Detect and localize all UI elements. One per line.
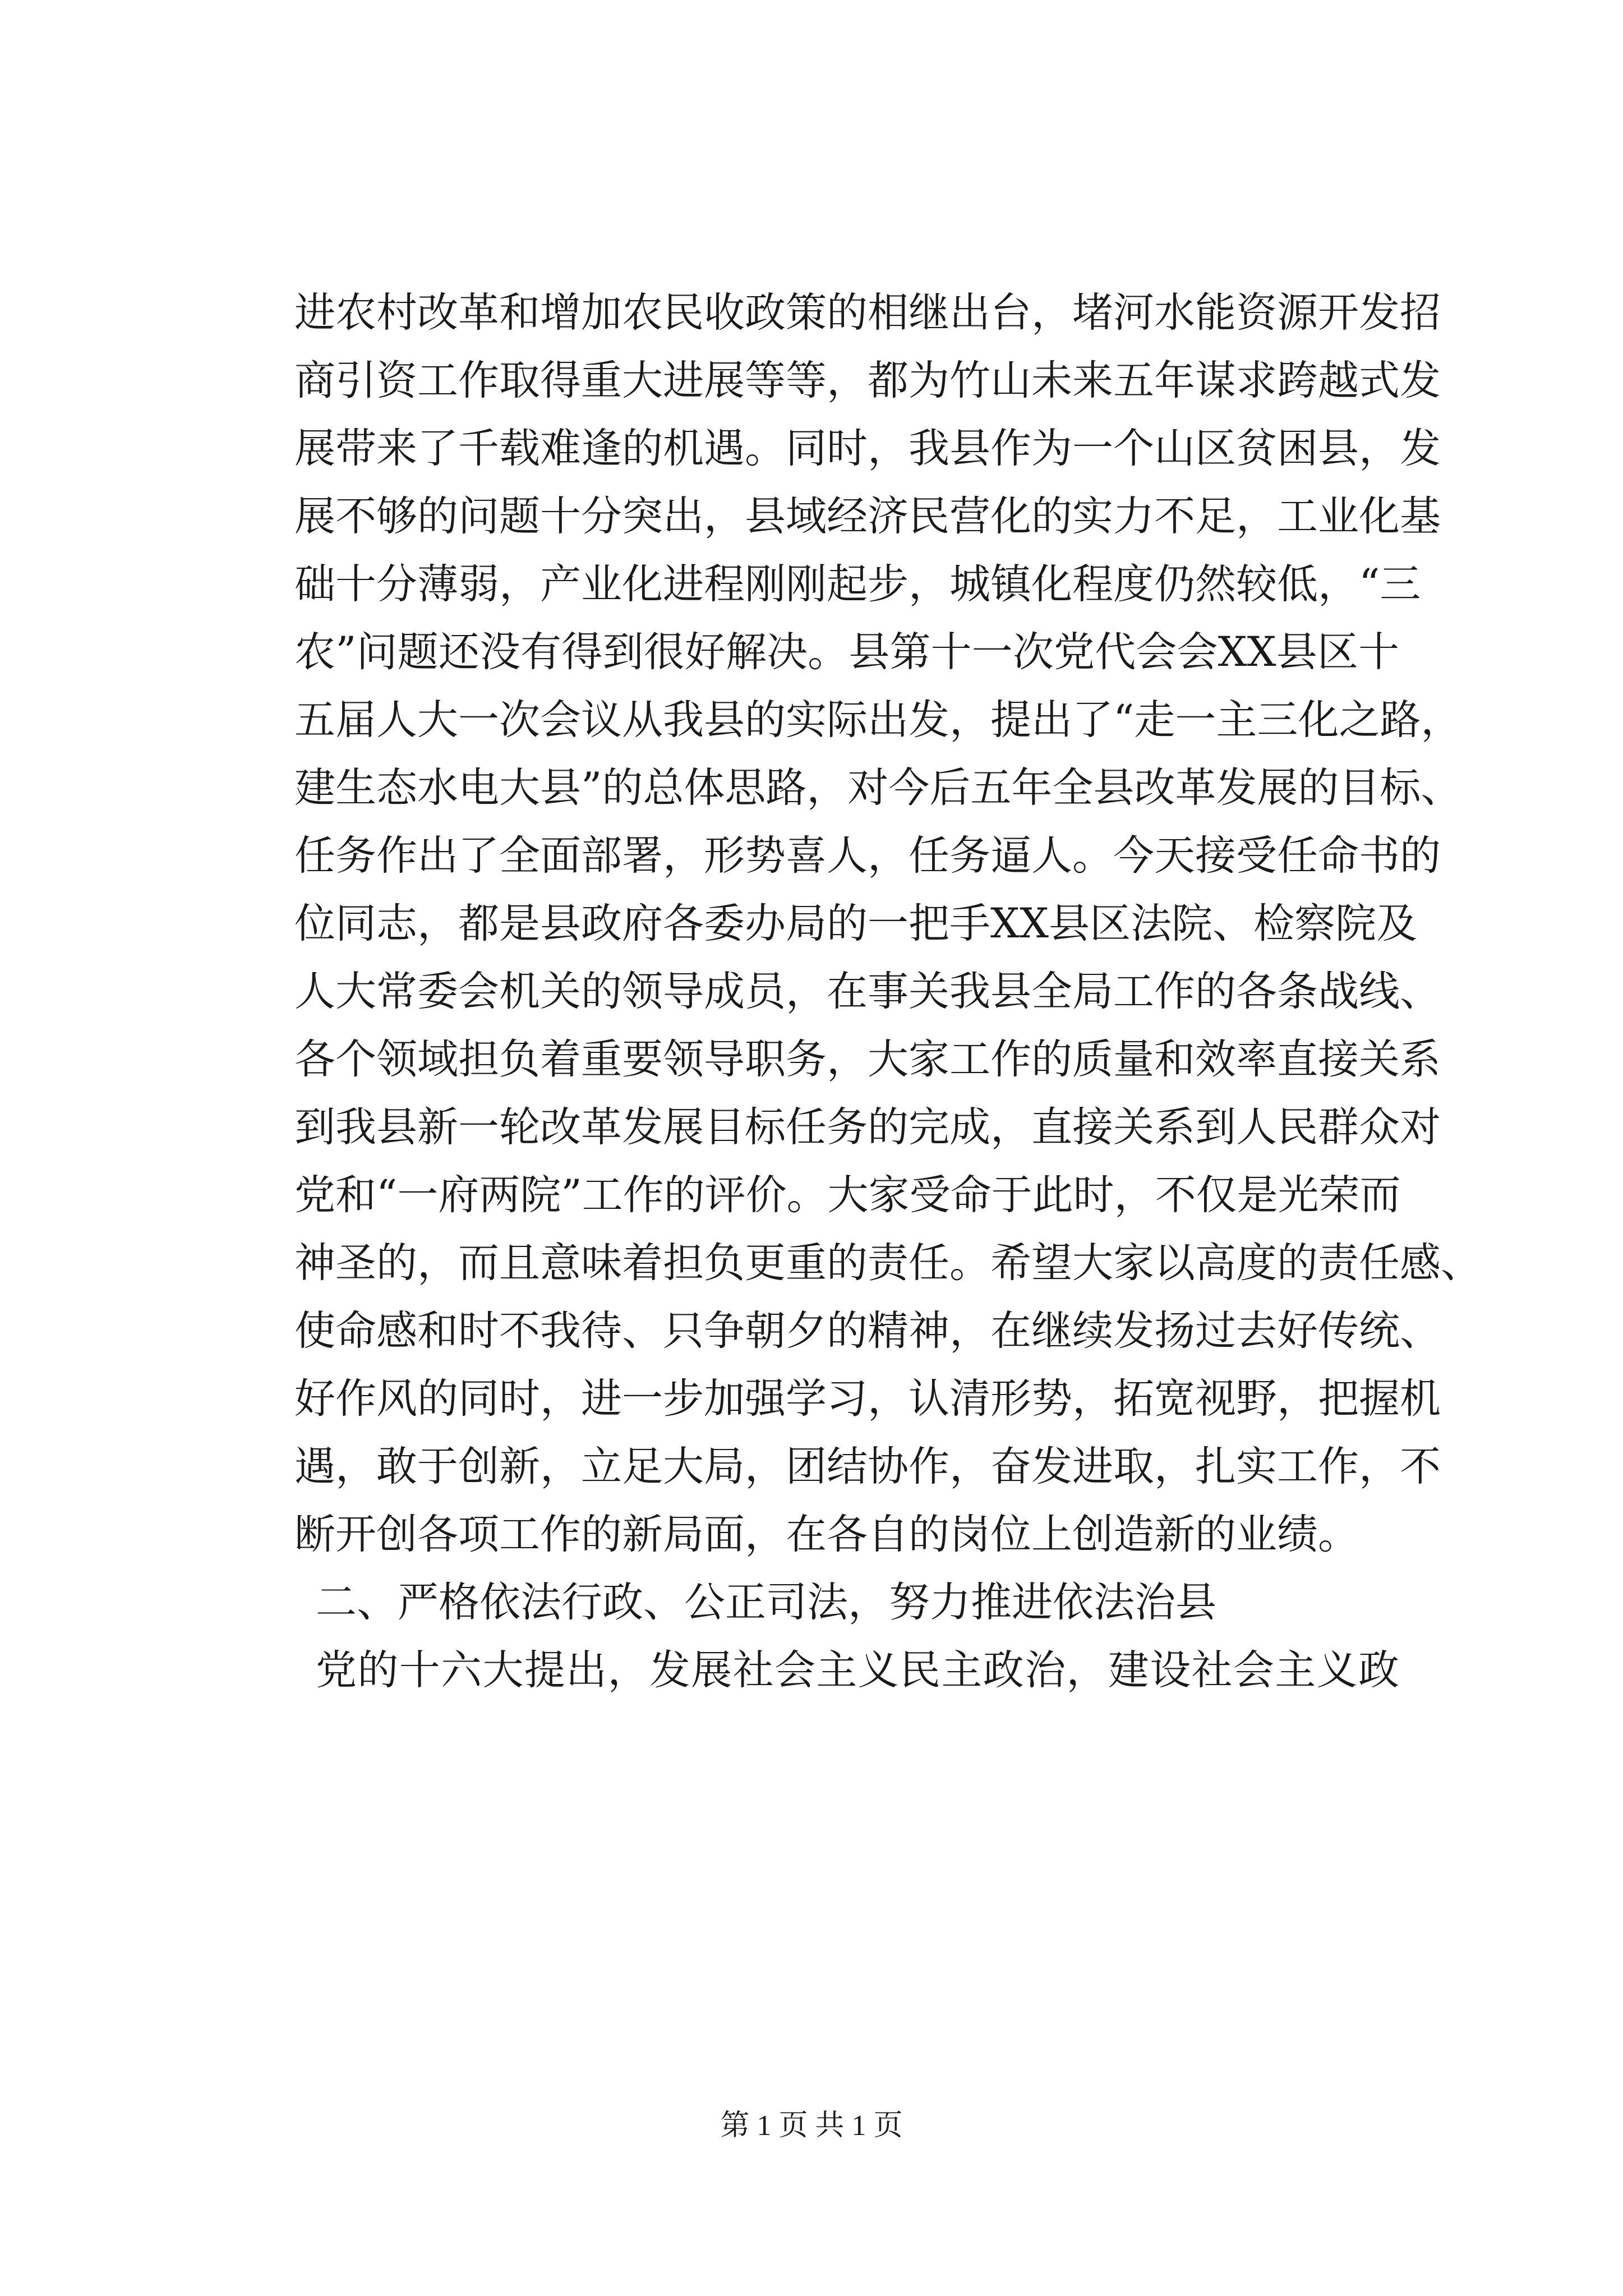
paragraph-line: 断开创各项工作的新局面，在各自的岗位上创造新的业绩。 [294,1511,1359,1558]
paragraph-line: 五届人大一次会议从我县的实际出发，提出了“走一主三化之路， [294,696,1462,744]
paragraph-line: 党和“一府两院”工作的评价。大家受命于此时，不仅是光荣而 [294,1171,1401,1219]
paragraph-line: 展不够的问题十分突出，县域经济民营化的实力不足，工业化基 [294,493,1441,540]
paragraph-line: 商引资工作取得重大进展等等，都为竹山未来五年谋求跨越式发 [294,357,1441,404]
paragraph-line: 人大常委会机关的领导成员，在事关我县全局工作的各条战线、 [294,968,1441,1015]
paragraph-line: 使命感和时不我待、只争朝夕的精神，在继续发扬过去好传统、 [294,1307,1441,1355]
paragraph-line: 农”问题还没有得到很好解决。县第十一次党代会会XX县区十 [294,628,1399,676]
paragraph-line: 遇，敢于创新，立足大局，团结协作，奋发进取，扎实工作，不 [294,1443,1441,1490]
paragraph-line: 神圣的，而且意味着担负更重的责任。希望大家以高度的责任感、 [294,1239,1482,1287]
paragraph-line: 到我县新一轮改革发展目标任务的完成，直接关系到人民群众对 [294,1103,1441,1151]
page-footer: 第 1 页 共 1 页 [720,2110,903,2142]
paragraph-line: 展带来了千载难逢的机遇。同时，我县作为一个山区贫困县，发 [294,425,1441,472]
paragraph-line: 础十分薄弱，产业化进程刚刚起步，城镇化程度仍然较低，“三 [294,560,1421,608]
paragraph-line: 位同志，都是县政府各委办局的一把手XX县区法院、检察院及 [294,900,1417,947]
paragraph-line: 各个领域担负着重要领导职务，大家工作的质量和效率直接关系 [294,1036,1441,1083]
paragraph-line: 进农村改革和增加农民收政策的相继出台，堵河水能资源开发招 [294,289,1441,337]
paragraph-line: 建生态水电大县”的总体思路，对今后五年全县改革发展的目标、 [294,764,1462,812]
paragraph-line: 好作风的同时，进一步加强学习，认清形势，拓宽视野，把握机 [294,1375,1441,1423]
paragraph-line: 党的十六大提出，发展社会主义民主政治，建设社会主义政 [316,1646,1399,1694]
paragraph-line: 任务作出了全面部署，形势喜人，任务逼人。今天接受任命书的 [294,832,1441,880]
section-heading: 二、严格依法行政、公正司法，努力推进依法治县 [316,1579,1216,1626]
